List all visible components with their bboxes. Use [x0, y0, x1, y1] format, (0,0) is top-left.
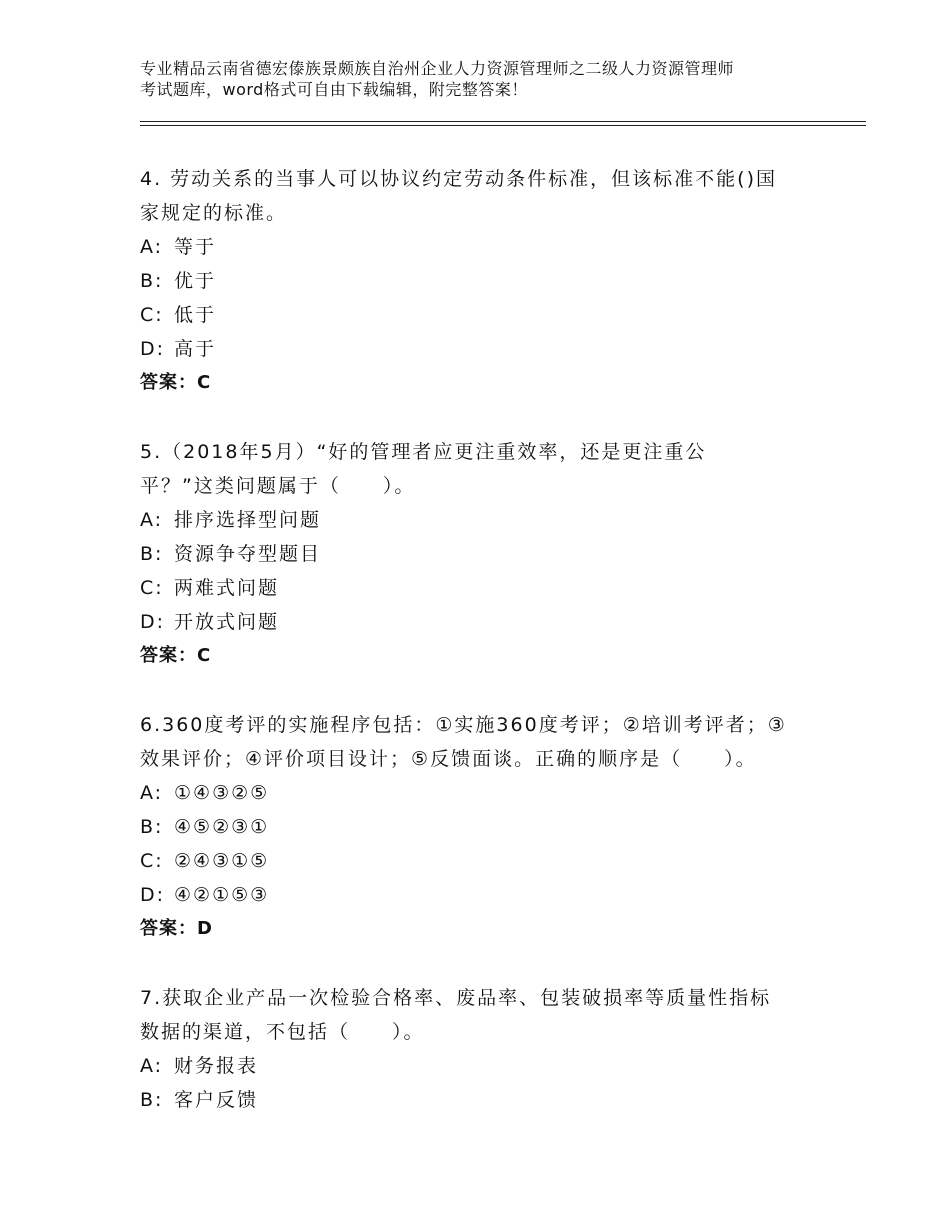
option-text: 两难式问题: [174, 577, 280, 599]
option-text: 客户反馈: [174, 1089, 259, 1111]
header-line-1: 专业精品云南省德宏傣族景颇族自治州企业人力资源管理师之二级人力资源管理师: [140, 59, 735, 78]
answer: 答案：C: [140, 372, 212, 393]
question-stem-line: 家规定的标准。: [140, 202, 288, 224]
option-c: [140, 298, 820, 332]
option-b: [140, 537, 820, 571]
option-b: [140, 264, 820, 298]
question-stem-line: 平？”这类问题属于（ ）。: [140, 475, 416, 497]
question-stem-line: 4. 劳动关系的当事人可以协议约定劳动条件标准，但该标准不能()国: [140, 168, 777, 190]
option-key: B:: [140, 543, 164, 565]
header-line-2: 考试题库，word格式可自由下载编辑，附完整答案！: [140, 80, 528, 99]
option-key: C:: [140, 304, 164, 326]
document-header: [140, 58, 840, 100]
option-text: 排序选择型问题: [174, 509, 322, 531]
question-stem-line: 5.（2018年5月）“好的管理者应更注重效率，还是更注重公: [140, 441, 707, 463]
option-key: C:: [140, 850, 164, 872]
question-6: [140, 708, 820, 946]
option-d: [140, 878, 820, 912]
option-d: [140, 605, 820, 639]
option-text: 财务报表: [174, 1055, 259, 1077]
option-key: D:: [140, 338, 166, 360]
option-key: A:: [140, 782, 164, 804]
option-text: 开放式问题: [174, 611, 280, 633]
option-key: B:: [140, 270, 164, 292]
option-a: [140, 1049, 820, 1083]
question-stem-line: 7.获取企业产品一次检验合格率、废品率、包装破损率等质量性指标: [140, 987, 772, 1009]
header-divider-top: [140, 121, 866, 122]
option-text: 等于: [174, 236, 217, 258]
option-key: B:: [140, 816, 164, 838]
option-text: ②④③①⑤: [174, 850, 270, 872]
question-7: [140, 981, 820, 1117]
answer: 答案：D: [140, 918, 213, 939]
option-text: 低于: [174, 304, 217, 326]
option-text: 资源争夺型题目: [174, 543, 322, 565]
option-key: D:: [140, 884, 166, 906]
option-key: A:: [140, 509, 164, 531]
header-divider-bottom: [140, 125, 866, 126]
option-key: B:: [140, 1089, 164, 1111]
question-5: [140, 435, 820, 673]
option-text: ①④③②⑤: [174, 782, 270, 804]
question-stem-line: 6.360度考评的实施程序包括：①实施360度考评；②培训考评者；③: [140, 714, 787, 736]
question-stem-line: 数据的渠道，不包括（ ）。: [140, 1021, 425, 1043]
option-text: ④⑤②③①: [174, 816, 270, 838]
option-a: [140, 503, 820, 537]
option-key: C:: [140, 577, 164, 599]
option-text: 高于: [174, 338, 217, 360]
option-key: A:: [140, 236, 164, 258]
option-key: D:: [140, 611, 166, 633]
option-key: A:: [140, 1055, 164, 1077]
question-stem-line: 效果评价；④评价项目设计；⑤反馈面谈。正确的顺序是（ ）。: [140, 748, 757, 770]
question-4: [140, 162, 820, 400]
option-a: [140, 776, 820, 810]
option-text: 优于: [174, 270, 217, 292]
option-c: [140, 844, 820, 878]
option-text: ④②①⑤③: [174, 884, 270, 906]
answer: 答案：C: [140, 645, 212, 666]
option-d: [140, 332, 820, 366]
option-c: [140, 571, 820, 605]
option-b: [140, 810, 820, 844]
option-b: [140, 1083, 820, 1117]
option-a: [140, 230, 820, 264]
